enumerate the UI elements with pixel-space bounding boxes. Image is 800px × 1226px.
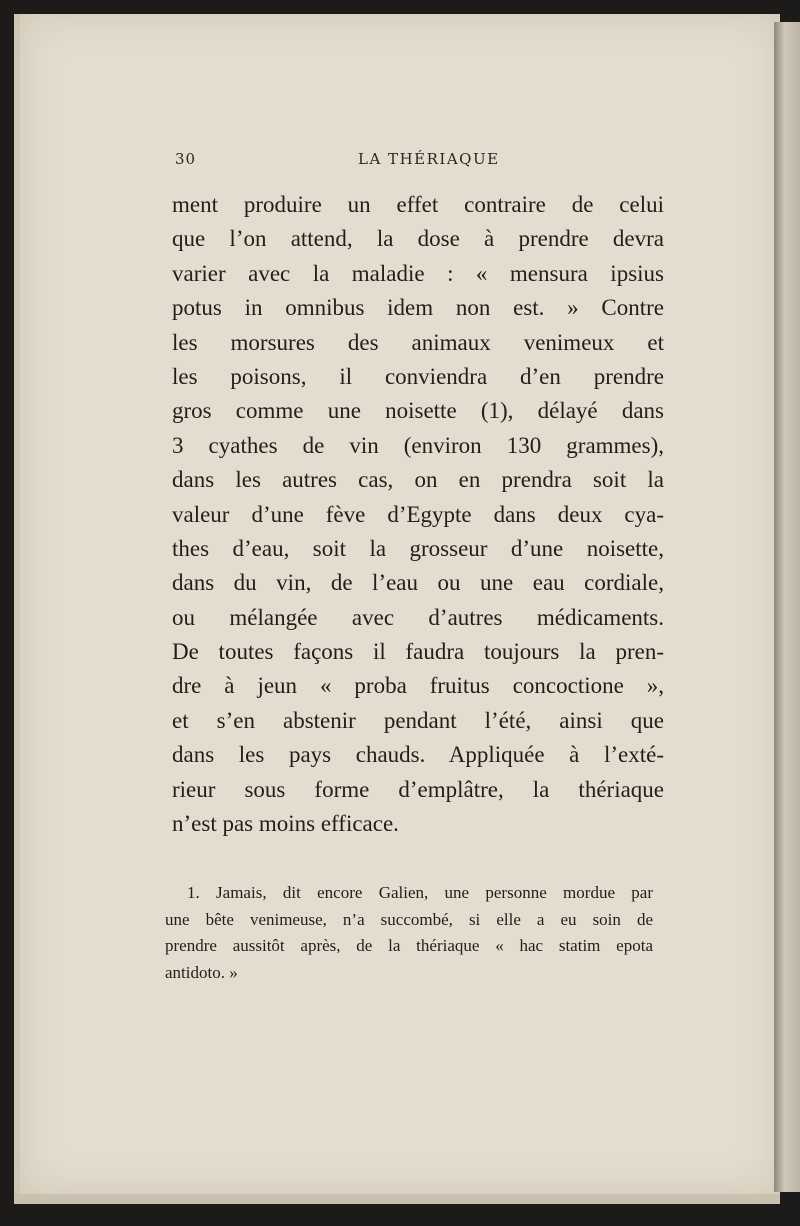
text-line: ment produire un effet contraire de celui xyxy=(172,192,664,217)
book-spine xyxy=(774,22,800,1192)
running-head xyxy=(175,150,655,172)
text-line: gros comme une noisette (1), délayé dans xyxy=(172,398,664,424)
text-line: 3 cyathes de vin (environ 130 grammes), xyxy=(172,432,664,458)
main-text xyxy=(172,188,664,841)
running-title: LA THÉRIAQUE xyxy=(358,150,500,168)
text-line: dans les pays chauds. Appliquée à l’exté- xyxy=(172,742,664,768)
footnote-line: prendre aussitôt après, de la thériaque « hac statim epota xyxy=(165,936,653,955)
text-line: valeur d’une fève d’Egypte dans deux cya- xyxy=(172,501,664,527)
text-line: n’est pas moins efficace. xyxy=(172,811,399,837)
text-line: dans les autres cas, on en prendra soit la xyxy=(172,467,664,493)
text-line: et s’en abstenir pendant l’été, ainsi que xyxy=(172,707,664,733)
text-line: De toutes façons il faudra toujours la pren- xyxy=(172,639,664,665)
text-line: les morsures des animaux venimeux et xyxy=(172,329,664,355)
text-line: varier avec la maladie : « mensura ipsius xyxy=(172,260,664,286)
footnote-line: antidoto. » xyxy=(165,962,238,982)
text-line: rieur sous forme d’emplâtre, la thériaque xyxy=(172,776,664,802)
footnote-line: une bête venimeuse, n’a succombé, si elle a eu soin de xyxy=(165,909,653,929)
text-line: que l’on attend, la dose à prendre devra xyxy=(172,226,664,252)
footnote xyxy=(165,880,653,986)
text-line: les poisons, il conviendra d’en prendre xyxy=(172,363,664,389)
text-line: dre à jeun « proba fruitus concoctione », xyxy=(172,673,664,699)
text-line: ou mélangée avec d’autres médicaments. xyxy=(172,604,664,630)
text-line: potus in omnibus idem non est. » Contre xyxy=(172,295,664,321)
page-bottom-edge xyxy=(14,1194,780,1204)
footnote-line: 1. Jamais, dit encore Galien, une personne mordue par xyxy=(187,883,653,902)
page-number: 30 xyxy=(175,150,197,168)
text-line: dans du vin, de l’eau ou une eau cordiale, xyxy=(172,570,664,596)
text-line: thes d’eau, soit la grosseur d’une noisette, xyxy=(172,535,664,561)
